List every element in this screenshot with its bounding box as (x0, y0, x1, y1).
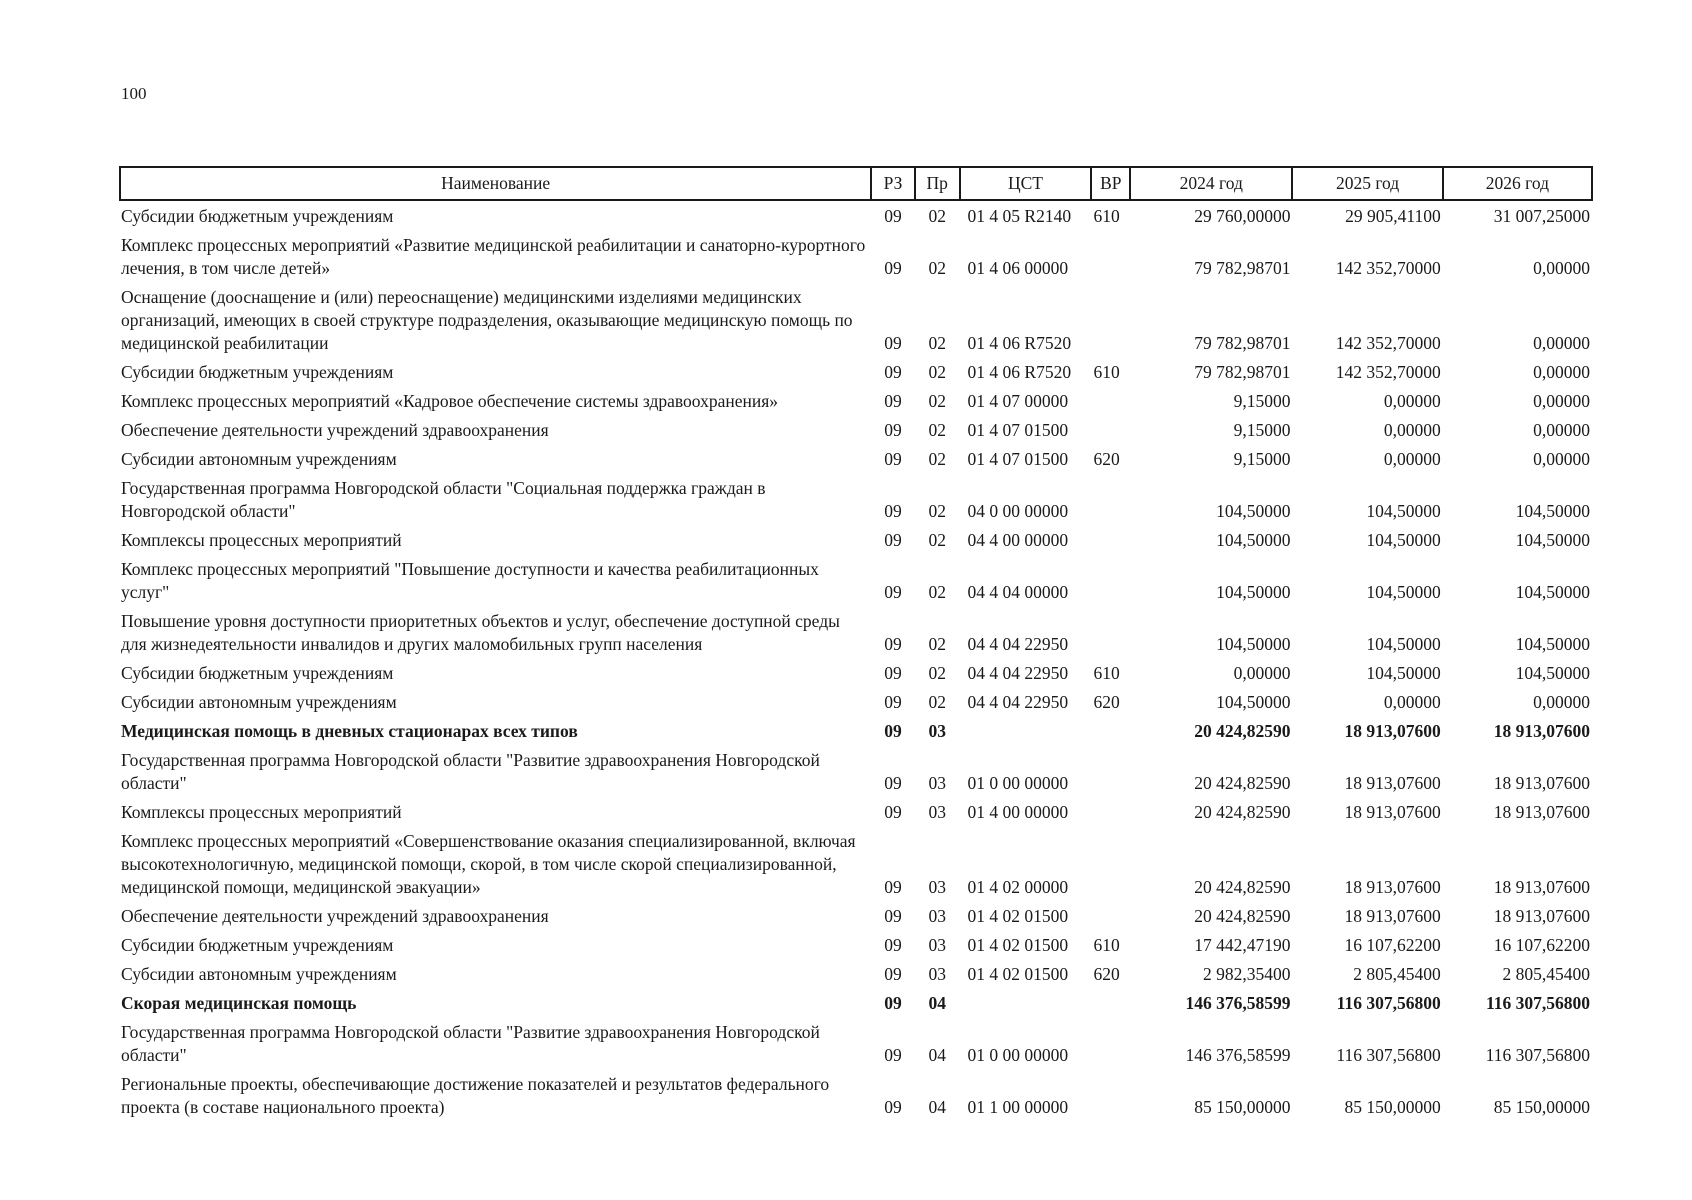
table-row (120, 284, 1592, 359)
cell-pr: 02 (928, 258, 946, 278)
cell-vr (1091, 527, 1130, 556)
cell-vr: 610 (1093, 935, 1120, 955)
cell-pr: 02 (928, 634, 946, 654)
cell-pr: 03 (928, 906, 946, 926)
cell-pr: 02 (928, 362, 946, 382)
cell-cst: 04 4 04 00000 (967, 582, 1069, 602)
cell-name: Комплекс процессных мероприятий «Совершенствование оказания специализированной, включая высокотехнологичную, медицинской помощи, скорой, в том числе скорой специализированной, медицинской помощи, медицинской эвакуации» (121, 831, 856, 897)
cell-rz: 09 (884, 802, 902, 822)
cell-rz: 09 (884, 1045, 902, 1065)
cell-2026: 0,00000 (1533, 391, 1590, 411)
cell-2025: 16 107,62200 (1344, 935, 1441, 955)
cell-vr (1091, 990, 1130, 1019)
cell-2026: 18 913,07600 (1493, 877, 1590, 897)
cell-pr: 03 (928, 877, 946, 897)
header-vr: ВР (1091, 167, 1130, 200)
cell-rz: 09 (884, 258, 902, 278)
cell-2025: 18 913,07600 (1344, 773, 1441, 793)
cell-name: Субсидии автономным учреждениям (121, 449, 397, 469)
cell-pr: 02 (928, 206, 946, 226)
table-row (120, 660, 1592, 689)
cell-2026: 18 913,07600 (1493, 906, 1590, 926)
cell-name: Скорая медицинская помощь (121, 993, 357, 1013)
table-row (120, 359, 1592, 388)
table-row (120, 200, 1592, 232)
cell-2024: 17 442,47190 (1194, 935, 1291, 955)
cell-name: Медицинская помощь в дневных стационарах всех типов (121, 721, 578, 741)
cell-2025: 18 913,07600 (1344, 802, 1441, 822)
cell-cst: 01 4 06 R7520 (967, 362, 1072, 382)
cell-pr: 04 (928, 1045, 946, 1065)
header-name: Наименование (120, 167, 871, 200)
cell-2026: 116 307,56800 (1485, 1045, 1590, 1065)
cell-pr: 02 (928, 420, 946, 440)
cell-2026: 0,00000 (1533, 333, 1590, 353)
cell-name: Региональные проекты, обеспечивающие достижение показателей и результатов федерального проекта (в составе национального проекта) (121, 1074, 830, 1117)
cell-2025: 104,50000 (1366, 582, 1441, 602)
cell-2026: 18 913,07600 (1493, 773, 1590, 793)
cell-name: Субсидии автономным учреждениям (121, 964, 397, 984)
cell-cst (960, 990, 1092, 1019)
cell-2025: 18 913,07600 (1344, 906, 1441, 926)
cell-rz: 09 (884, 333, 902, 353)
cell-rz: 09 (884, 964, 902, 984)
cell-cst: 01 4 06 R7520 (967, 333, 1072, 353)
cell-name: Комплексы процессных мероприятий (121, 802, 402, 822)
cell-2024: 20 424,82590 (1194, 773, 1291, 793)
cell-2026: 31 007,25000 (1493, 206, 1590, 226)
table-row (120, 1071, 1592, 1123)
table-row (120, 689, 1592, 718)
cell-rz: 09 (884, 582, 902, 602)
cell-vr (1091, 475, 1130, 527)
cell-vr: 610 (1093, 362, 1120, 382)
cell-2025: 0,00000 (1383, 449, 1441, 469)
header-rz: РЗ (871, 167, 915, 200)
cell-cst: 01 0 00 00000 (967, 773, 1069, 793)
cell-rz: 09 (884, 206, 902, 226)
cell-cst: 01 4 02 00000 (967, 877, 1069, 897)
cell-2024: 146 376,58599 (1185, 993, 1291, 1013)
table-row (120, 475, 1592, 527)
table-row (120, 718, 1592, 747)
cell-pr: 02 (928, 449, 946, 469)
table-row (120, 1019, 1592, 1071)
cell-rz: 09 (884, 877, 902, 897)
cell-2025: 104,50000 (1366, 634, 1441, 654)
cell-rz: 09 (884, 935, 902, 955)
cell-vr (1091, 284, 1130, 359)
cell-2026: 104,50000 (1515, 582, 1590, 602)
cell-2025: 104,50000 (1366, 663, 1441, 683)
table-row (120, 556, 1592, 608)
cell-2024: 29 760,00000 (1194, 206, 1291, 226)
cell-pr: 02 (928, 663, 946, 683)
cell-pr: 02 (928, 530, 946, 550)
cell-2025: 116 307,56800 (1336, 993, 1441, 1013)
header-pr: Пр (915, 167, 960, 200)
cell-name: Комплекс процессных мероприятий «Кадровое обеспечение системы здравоохранения» (121, 391, 779, 411)
cell-name: Субсидии бюджетным учреждениям (121, 206, 394, 226)
table-row (120, 903, 1592, 932)
cell-pr: 03 (928, 802, 946, 822)
cell-2026: 104,50000 (1515, 634, 1590, 654)
cell-name: Комплекс процессных мероприятий "Повышение доступности и качества реабилитационных услуг" (121, 559, 819, 602)
cell-cst: 01 4 07 01500 (967, 449, 1069, 469)
cell-vr (1091, 388, 1130, 417)
cell-rz: 09 (884, 906, 902, 926)
cell-2025: 29 905,41100 (1345, 206, 1441, 226)
cell-name: Субсидии бюджетным учреждениям (121, 935, 394, 955)
cell-name: Государственная программа Новгородской области "Развитие здравоохранения Новгородской области" (121, 1022, 820, 1065)
cell-rz: 09 (884, 634, 902, 654)
cell-2024: 146 376,58599 (1185, 1045, 1291, 1065)
cell-cst: 04 4 04 22950 (967, 692, 1069, 712)
cell-2026: 0,00000 (1533, 692, 1590, 712)
cell-cst: 01 4 00 00000 (967, 802, 1069, 822)
cell-pr: 02 (928, 692, 946, 712)
cell-2024: 20 424,82590 (1194, 877, 1291, 897)
cell-2024: 0,00000 (1233, 663, 1291, 683)
cell-cst: 01 1 00 00000 (967, 1097, 1069, 1117)
cell-2024: 20 424,82590 (1194, 802, 1291, 822)
cell-pr: 03 (928, 964, 946, 984)
cell-2025: 142 352,70000 (1335, 362, 1441, 382)
cell-vr (1091, 747, 1130, 799)
cell-cst: 01 0 00 00000 (967, 1045, 1069, 1065)
cell-2025: 85 150,00000 (1344, 1097, 1441, 1117)
cell-2026: 104,50000 (1515, 501, 1590, 521)
table-header (120, 167, 1592, 200)
cell-pr: 02 (928, 501, 946, 521)
cell-2024: 104,50000 (1216, 692, 1291, 712)
table-body (120, 200, 1592, 1123)
table-row (120, 932, 1592, 961)
cell-2025: 18 913,07600 (1344, 877, 1441, 897)
cell-2025: 142 352,70000 (1335, 333, 1441, 353)
table-row (120, 961, 1592, 990)
cell-2024: 85 150,00000 (1194, 1097, 1291, 1117)
cell-2024: 79 782,98701 (1194, 258, 1291, 278)
cell-2024: 104,50000 (1216, 530, 1291, 550)
cell-2025: 104,50000 (1366, 530, 1441, 550)
table-row (120, 527, 1592, 556)
cell-name: Обеспечение деятельности учреждений здравоохранения (121, 420, 549, 440)
cell-2025: 142 352,70000 (1335, 258, 1441, 278)
cell-name: Государственная программа Новгородской области "Социальная поддержка граждан в Новгородской области" (121, 478, 766, 521)
header-2025: 2025 год (1292, 167, 1442, 200)
cell-vr: 610 (1093, 663, 1120, 683)
cell-2026: 18 913,07600 (1493, 721, 1590, 741)
cell-2024: 79 782,98701 (1194, 362, 1291, 382)
cell-pr: 04 (928, 1097, 946, 1117)
budget-table (119, 166, 1593, 1123)
cell-rz: 09 (884, 773, 902, 793)
cell-cst: 01 4 06 00000 (967, 258, 1069, 278)
header-2026: 2026 год (1443, 167, 1592, 200)
cell-2024: 104,50000 (1216, 634, 1291, 654)
cell-2025: 2 805,45400 (1353, 964, 1441, 984)
cell-pr: 03 (928, 773, 946, 793)
cell-2024: 9,15000 (1233, 420, 1291, 440)
cell-2024: 104,50000 (1216, 501, 1291, 521)
cell-vr (1091, 417, 1130, 446)
cell-cst: 04 4 04 22950 (967, 663, 1069, 683)
cell-name: Комплекс процессных мероприятий «Развитие медицинской реабилитации и санаторно-курортного лечения, в том числе детей» (121, 235, 866, 278)
cell-rz: 09 (884, 663, 902, 683)
cell-2025: 116 307,56800 (1336, 1045, 1441, 1065)
cell-2025: 104,50000 (1366, 501, 1441, 521)
cell-cst: 01 4 02 01500 (967, 906, 1069, 926)
cell-2026: 104,50000 (1515, 530, 1590, 550)
cell-pr: 04 (928, 993, 946, 1013)
cell-rz: 09 (884, 692, 902, 712)
cell-2026: 18 913,07600 (1493, 802, 1590, 822)
table-row (120, 417, 1592, 446)
header-2024: 2024 год (1130, 167, 1292, 200)
cell-vr: 620 (1093, 964, 1120, 984)
page-number: 100 (121, 84, 147, 103)
table-row (120, 799, 1592, 828)
cell-rz: 09 (884, 530, 902, 550)
cell-2024: 20 424,82590 (1194, 721, 1291, 741)
cell-cst: 01 4 07 01500 (967, 420, 1069, 440)
cell-name: Субсидии бюджетным учреждениям (121, 362, 394, 382)
cell-vr (1091, 608, 1130, 660)
cell-rz: 09 (884, 1097, 902, 1117)
cell-cst: 01 4 02 01500 (967, 935, 1069, 955)
cell-cst: 01 4 05 R2140 (967, 206, 1072, 226)
cell-vr: 620 (1093, 692, 1120, 712)
table-row (120, 446, 1592, 475)
cell-cst: 01 4 07 00000 (967, 391, 1069, 411)
cell-pr: 03 (928, 721, 946, 741)
cell-rz: 09 (884, 721, 902, 741)
cell-2025: 0,00000 (1383, 692, 1441, 712)
cell-rz: 09 (884, 391, 902, 411)
cell-vr (1091, 232, 1130, 284)
cell-2026: 85 150,00000 (1493, 1097, 1590, 1117)
cell-name: Комплексы процессных мероприятий (121, 530, 402, 550)
cell-cst: 04 4 04 22950 (967, 634, 1069, 654)
cell-vr (1091, 828, 1130, 903)
cell-2026: 2 805,45400 (1502, 964, 1590, 984)
table-row (120, 232, 1592, 284)
cell-cst: 04 0 00 00000 (967, 501, 1069, 521)
cell-cst: 01 4 02 01500 (967, 964, 1069, 984)
cell-2026: 0,00000 (1533, 362, 1590, 382)
table-row (120, 388, 1592, 417)
cell-rz: 09 (884, 362, 902, 382)
cell-2026: 0,00000 (1533, 258, 1590, 278)
cell-vr: 610 (1093, 206, 1120, 226)
cell-vr (1091, 1071, 1130, 1123)
cell-vr: 620 (1093, 449, 1120, 469)
cell-rz: 09 (884, 993, 902, 1013)
table-row (120, 608, 1592, 660)
cell-2026: 116 307,56800 (1485, 993, 1590, 1013)
cell-rz: 09 (884, 420, 902, 440)
cell-2026: 104,50000 (1515, 663, 1590, 683)
cell-2024: 20 424,82590 (1194, 906, 1291, 926)
cell-2024: 9,15000 (1233, 449, 1291, 469)
cell-name: Государственная программа Новгородской области "Развитие здравоохранения Новгородской области" (121, 750, 820, 793)
cell-pr: 02 (928, 333, 946, 353)
cell-name: Обеспечение деятельности учреждений здравоохранения (121, 906, 549, 926)
cell-2026: 0,00000 (1533, 420, 1590, 440)
cell-vr (1091, 1019, 1130, 1071)
cell-pr: 03 (928, 935, 946, 955)
cell-cst: 04 4 00 00000 (967, 530, 1069, 550)
cell-2025: 0,00000 (1383, 391, 1441, 411)
table-row (120, 828, 1592, 903)
cell-name: Субсидии автономным учреждениям (121, 692, 397, 712)
cell-2025: 0,00000 (1383, 420, 1441, 440)
cell-2026: 16 107,62200 (1493, 935, 1590, 955)
cell-name: Повышение уровня доступности приоритетных объектов и услуг, обеспечение доступной среды для жизнедеятельности инвалидов и других маломобильных групп населения (121, 611, 840, 654)
cell-vr (1091, 799, 1130, 828)
cell-rz: 09 (884, 449, 902, 469)
cell-2024: 104,50000 (1216, 582, 1291, 602)
table-row (120, 990, 1592, 1019)
header-cst: ЦСТ (960, 167, 1092, 200)
cell-vr (1091, 903, 1130, 932)
cell-name: Субсидии бюджетным учреждениям (121, 663, 394, 683)
cell-2024: 79 782,98701 (1194, 333, 1291, 353)
cell-2024: 9,15000 (1233, 391, 1291, 411)
cell-vr (1091, 718, 1130, 747)
cell-vr (1091, 556, 1130, 608)
table-row (120, 747, 1592, 799)
cell-cst (960, 718, 1092, 747)
cell-2025: 18 913,07600 (1344, 721, 1441, 741)
cell-pr: 02 (928, 582, 946, 602)
cell-rz: 09 (884, 501, 902, 521)
cell-2024: 2 982,35400 (1202, 964, 1291, 984)
cell-2026: 0,00000 (1533, 449, 1590, 469)
cell-name: Оснащение (дооснащение и (или) переоснащение) медицинскими изделиями медицинских организаций, имеющих в своей структуре подразделения, оказывающие медицинскую помощь по медицинской реабилитации (121, 287, 853, 353)
cell-pr: 02 (928, 391, 946, 411)
